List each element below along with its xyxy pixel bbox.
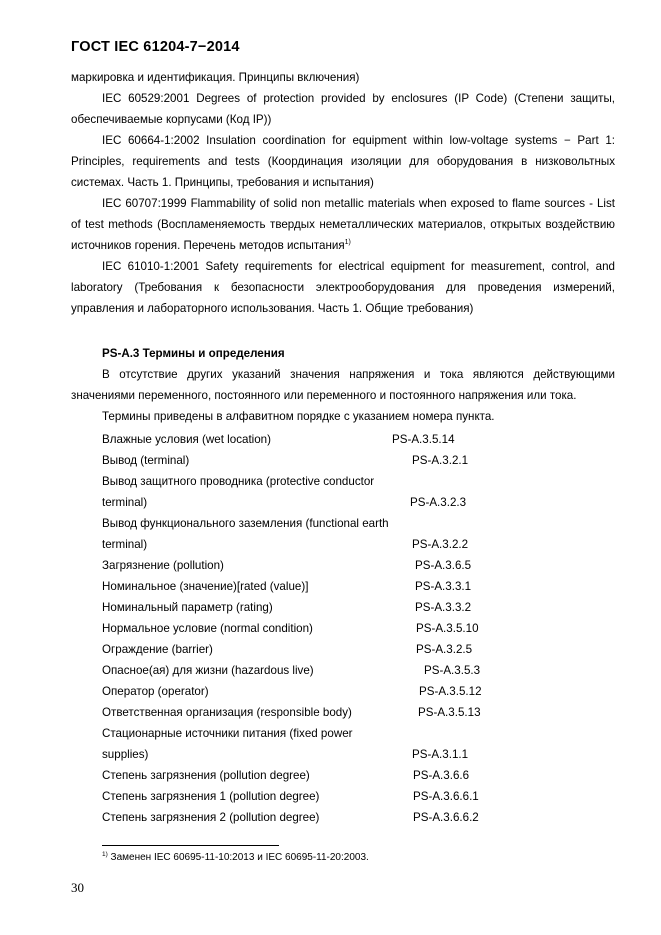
term-name: Ограждение (barrier) [102,643,213,656]
terms-index [102,429,522,828]
term-row [102,429,522,450]
term-clause-number: PS-A.3.3.1 [415,580,472,593]
reference-iec-60707 [71,193,615,256]
term-clause-number: PS-A.3.1.1 [412,748,469,761]
reference-continuation: маркировка и идентификация. Принципы включения) [71,71,360,84]
term-row [102,555,522,576]
term-row [102,576,522,597]
term-clause-number: PS-A.3.6.5 [415,559,472,572]
term-clause-number: PS-A.3.5.14 [392,433,455,446]
term-name: Ответственная организация (responsible body) [102,706,352,719]
footnote [102,852,369,863]
section-heading: PS-A.3 Термины и определения [102,347,285,360]
term-row [102,639,522,660]
term-name: Загрязнение (pollution) [102,559,224,572]
term-clause-number: PS-A.3.6.6.1 [413,790,479,803]
term-row [102,450,522,471]
term-name: Опасное(ая) для жизни (hazardous live) [102,664,314,677]
term-name: Стационарные источники питания (fixed power supplies) [102,727,353,761]
term-name: Степень загрязнения 1 (pollution degree) [102,790,320,803]
term-clause-number: PS-A.3.2.3 [410,496,467,509]
page-number: 30 [71,880,84,895]
term-name: Вывод (terminal) [102,454,190,467]
term-clause-number: PS-A.3.3.2 [415,601,472,614]
section-intro-order: Термины приведены в алфавитном порядке с указанием номера пункта. [102,410,495,423]
term-row [102,702,522,723]
term-row [102,765,522,786]
reference-iec-60707-text: IEC 60707:1999 Flammability of solid non metallic materials when exposed to flame sources - List of test methods (Воспламеняемость твердых неметаллических материалов, открытых воздействию источников горения. Перечень методов испытания [71,197,615,252]
term-name: Номинальный параметр (rating) [102,601,273,614]
footnote-marker: 1) [102,851,108,858]
term-row [102,471,522,513]
term-row [102,807,522,828]
references-list [71,67,615,427]
term-row [102,681,522,702]
term-name: Оператор (operator) [102,685,209,698]
term-row [102,618,522,639]
term-name: Вывод функционального заземления (functional earth terminal) [102,517,389,551]
term-clause-number: PS-A.3.6.6 [413,769,470,782]
footnote-divider [102,845,279,846]
term-clause-number: PS-A.3.5.13 [418,706,481,719]
term-row [102,786,522,807]
term-clause-number: PS-A.3.2.2 [412,538,469,551]
term-clause-number: PS-A.3.5.10 [416,622,479,635]
document-header: ГОСТ IEC 61204-7−2014 [71,39,240,55]
term-clause-number: PS-A.3.2.1 [412,454,469,467]
term-name: Нормальное условие (normal condition) [102,622,313,635]
reference-iec-60664: IEC 60664-1:2002 Insulation coordination for equipment within low-voltage systems − Part 1: Principles, requirements and tests (Координация изоляции для оборудования в низковольтных системах. Часть 1. Принципы, требования и испытания) [71,134,615,189]
term-row [102,660,522,681]
term-row [102,723,522,765]
term-clause-number: PS-A.3.6.6.2 [413,811,479,824]
reference-iec-60529: IEC 60529:2001 Degrees of protection provided by enclosures (IP Code) (Степени защиты, обеспечиваемые корпусами (Код IP)) [71,92,615,126]
term-name: Влажные условия (wet location) [102,433,271,446]
term-row [102,597,522,618]
footnote-text: Заменен IEC 60695-11-10:2013 и IEC 60695-11-20:2003. [107,852,369,863]
term-name: Степень загрязнения (pollution degree) [102,769,310,782]
term-clause-number: PS-A.3.2.5 [416,643,473,656]
term-clause-number: PS-A.3.5.12 [419,685,482,698]
section-intro: В отсутствие других указаний значения напряжения и тока являются действующими значениями переменного, постоянного или переменного и постоянного напряжения или тока. [71,368,615,402]
term-row [102,513,522,555]
footnote-ref-marker: 1) [344,239,351,246]
term-name: Степень загрязнения 2 (pollution degree) [102,811,320,824]
term-name: Вывод защитного проводника (protective conductor terminal) [102,475,375,509]
term-name: Номинальное (значение)[rated (value)] [102,580,309,593]
term-clause-number: PS-A.3.5.3 [424,664,481,677]
reference-iec-61010: IEC 61010-1:2001 Safety requirements for electrical equipment for measurement, control, and laboratory (Требования к безопасности электрооборудования для проведения измерений, управления и лабораторного использования. Часть 1. Общие требования) [71,260,615,315]
